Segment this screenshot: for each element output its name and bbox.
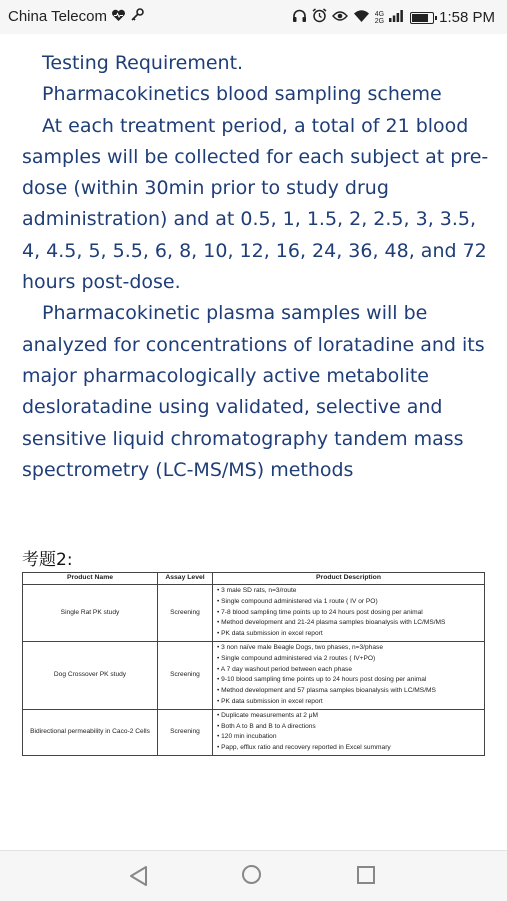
header-product-description: Product Description [213,573,485,585]
description-item: • Single compound administered via 1 route ( IV or PO) [217,597,378,605]
header-product-name: Product Name [23,573,158,585]
description-item: • Method development and 57 plasma samples bioanalysis with LC/MS/MS [217,687,436,695]
description-item: • PK data submission in excel report [217,630,323,638]
heart-pulse-icon [111,9,126,25]
exam-title: 考题2: [22,550,73,570]
heading-sampling-scheme: Pharmacokinetics blood sampling scheme [42,83,442,106]
description-item: • Papp, efflux ratio and recovery reported in Excel summary [217,744,391,752]
row-product-name: Single Rat PK study [23,585,158,642]
recent-square-icon[interactable] [357,866,375,884]
row-assay-level: Screening [158,641,213,709]
status-left [8,8,144,25]
row-assay-level: Screening [158,709,213,755]
row-description [213,641,485,709]
table-row [23,585,485,642]
status-bar [0,0,507,34]
description-item: • Method development and 21-24 plasma samples bioanalysis with LC/MS/MS [217,619,446,627]
navigation-bar [0,850,507,901]
row-description [213,585,485,642]
back-triangle-icon[interactable] [128,865,150,891]
status-right [292,8,495,27]
description-item: • 3 non naïve male Beagle Dogs, two phases, n=3/phase [217,643,383,651]
row-assay-level: Screening [158,585,213,642]
paragraph-sampling: At each treatment period, a total of 21 blood samples will be collected for each subject at pre-dose (within 30min prior to study drug administration) and at 0.5, 1, 1.5, 2, 2.5, 3, 3.5, 4, 4.5, 5, 5.5, 6, 8, 10, 12, 16, 24, 36, 48, and 72 hours post-dose. [22,114,489,294]
network-type-bottom: 2G [374,17,385,25]
table-row [23,641,485,709]
alarm-icon [312,8,327,27]
description-item: • PK data submission in excel report [217,697,323,705]
home-circle-icon[interactable] [242,865,261,884]
header-assay-level: Assay Level [158,573,213,585]
row-product-name: Dog Crossover PK study [23,641,158,709]
carrier-name: China Telecom [8,8,107,25]
network-type [375,11,384,25]
description-item: • 7-8 blood sampling time points up to 24 hours post dosing per animal [217,608,423,616]
key-icon [130,8,144,25]
heading-testing-requirement: Testing Requirement. [42,52,244,74]
paragraph-analysis: Pharmacokinetic plasma samples will be analyzed for concentrations of loratadine and its major pharmacologically active metabolite desloratadine using validated, selective and sensitive liquid chromatography tandem mass spectrometry (LC-MS/MS) methods [22,302,485,481]
description-item: • 3 male SD rats, n=3/route [217,587,297,594]
headphones-icon [292,9,307,27]
product-table-wrap [22,572,485,756]
signal-icon [389,9,403,26]
row-product-name: Bidirectional permeability in Caco-2 Cells [23,709,158,755]
document-body [22,48,490,486]
wifi-icon [353,9,370,26]
description-item: • Duplicate measurements at 2 μM [217,711,319,719]
network-type-top: 4G [374,10,385,18]
description-item: • Single compound administered via 2 routes ( IV+PO) [217,654,376,662]
eye-icon [332,9,348,26]
description-item: • 9-10 blood sampling time points up to 24 hours post dosing per animal [217,676,427,684]
description-item: • 120 min incubation [217,733,277,741]
description-item: • A 7 day washout period between each phase [217,665,353,673]
battery-icon [410,12,434,24]
row-description [213,709,485,755]
table-row [23,709,485,755]
description-item: • Both A to B and B to A directions [217,722,316,730]
clock-time: 1:58 PM [439,9,495,26]
table-header-row [23,573,485,585]
product-table [22,572,485,756]
